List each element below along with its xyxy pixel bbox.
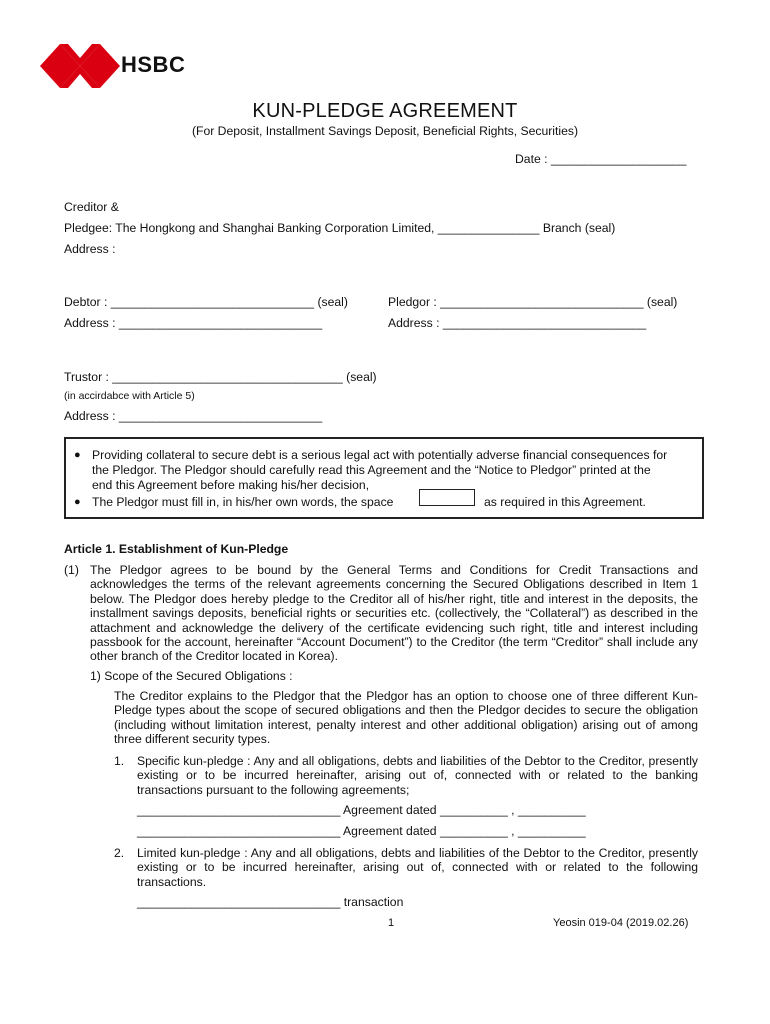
- form-code: Yeosin 019-04 (2019.02.26): [553, 917, 689, 929]
- handwriting-space-box: [419, 489, 475, 506]
- bullet-icon: ●: [74, 449, 81, 461]
- creditor-label: Creditor &: [64, 200, 119, 214]
- document-title: KUN-PLEDGE AGREEMENT: [252, 100, 518, 122]
- notice-text-4b: as required in this Agreement.: [484, 495, 646, 509]
- notice-text-3: end this Agreement before making his/her decision,: [92, 478, 370, 492]
- specific-number: 1.: [114, 754, 125, 768]
- agreement-line-1: ______________________________ Agreement dated __________ , __________: [137, 803, 586, 817]
- pledgor-line: Pledgor : ______________________________ (seal): [388, 295, 678, 309]
- item1-number: (1): [64, 563, 79, 577]
- trustor-note: (in accirdabce with Article 5): [64, 390, 195, 402]
- pledgee-line: Pledgee: The Hongkong and Shanghai Banking Corporation Limited, _______________ Branch (seal): [64, 221, 616, 235]
- item1-text: The Pledgor agrees to be bound by the General Terms and Conditions for Credit Transactions and acknowledges the terms of the relevant agreements concerning the Secured Obligations described in Item 1 below. The Pledgor does hereby pledge to the Creditor all of his/her right, title and interest in the deposits, the installment savings deposits, beneficial rights or securities etc. (collectively, the “Collateral”) as described in the attachment and acknowledge the delivery of the certificate evidencing such right, title and interest including passbook for the account, hereinafter “Account Document”) to the Creditor (the term “Creditor” shall include any other branch of the Creditor located in Korea).: [90, 563, 698, 664]
- notice-text-2: the Pledgor. The Pledgor should carefully read this Agreement and the “Notice to Pledgor” printed at the: [92, 463, 651, 477]
- limited-number: 2.: [114, 846, 125, 860]
- specific-text: Specific kun-pledge : Any and all obligations, debts and liabilities of the Debtor to the Creditor, presently existing or to be incurred hereinafter, arising out of, connected with or related to the banking transactions pursuant to the following agreements;: [137, 754, 698, 797]
- trustor-line: Trustor : __________________________________ (seal): [64, 370, 377, 384]
- bullet-icon: ●: [74, 496, 81, 508]
- transaction-line: ______________________________ transaction: [137, 895, 404, 909]
- agreement-line-2: ______________________________ Agreement dated __________ , __________: [137, 824, 586, 838]
- pledgor-address: Address : ______________________________: [388, 316, 647, 330]
- document-subtitle: (For Deposit, Installment Savings Deposit, Beneficial Rights, Securities): [191, 124, 579, 138]
- notice-text-4a: The Pledgor must fill in, in his/her own words, the space: [92, 495, 394, 509]
- creditor-address: Address :: [64, 242, 116, 256]
- debtor-address: Address : ______________________________: [64, 316, 323, 330]
- debtor-line: Debtor : ______________________________ (seal): [64, 295, 348, 309]
- article1-heading: Article 1. Establishment of Kun-Pledge: [64, 542, 289, 556]
- trustor-address: Address : ______________________________: [64, 409, 323, 423]
- notice-text-1: Providing collateral to secure debt is a serious legal act with potentially adverse financial consequences for: [92, 448, 668, 462]
- date-field: Date : ____________________: [515, 152, 687, 166]
- page-number: 1: [388, 917, 395, 929]
- hsbc-wordmark: HSBC: [121, 52, 186, 77]
- scope-text: The Creditor explains to the Pledgor that the Pledgor has an option to choose one of three different Kun-Pledge types about the scope of secured obligations and then the Pledgor decides to secure the obligation (including without limitation interest, penalty interest and other additional obligation) arising out of among three different security types.: [114, 689, 698, 747]
- limited-text: Limited kun-pledge : Any and all obligations, debts and liabilities of the Debtor to the Creditor, presently existing or to be incurred hereinafter, arising out of, connected with or related to the following transactions.: [137, 846, 698, 889]
- scope-heading: 1) Scope of the Secured Obligations :: [90, 669, 293, 683]
